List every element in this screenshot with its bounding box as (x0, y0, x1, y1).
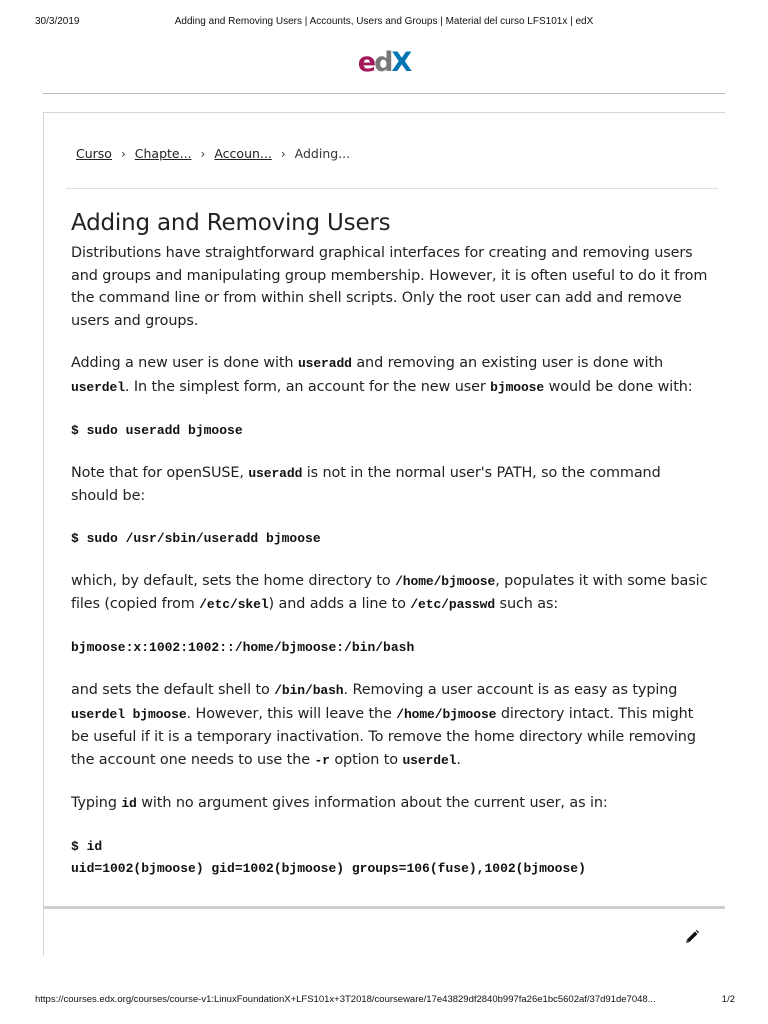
content-bottom-divider (43, 906, 725, 909)
paragraph-home-directory (71, 570, 711, 617)
breadcrumb-chapter[interactable]: Chapte... (134, 146, 192, 161)
code-block-id-output: uid=1002(bjmoose) gid=1002(bjmoose) groups=106(fuse),1002(bjmoose) (71, 860, 586, 876)
text: and removing an existing user is done with (351, 355, 664, 372)
code-etc-skel: /etc/skel (199, 597, 269, 613)
text: . Removing a user account is as easy as typing (343, 681, 678, 698)
text: such as: (495, 596, 559, 613)
code-block-useradd: $ sudo useradd bjmoose (71, 422, 243, 438)
code-block-passwd-line: bjmoose:x:1002:1002::/home/bjmoose:/bin/bash (71, 639, 415, 655)
code-userdel-bjmoose: userdel bjmoose (71, 706, 187, 722)
code-block-sbin-useradd: $ sudo /usr/sbin/useradd bjmoose (71, 530, 321, 546)
text: option to (329, 751, 403, 768)
article (71, 206, 711, 880)
code-home-path: /home/bjmoose (395, 573, 496, 589)
paragraph-intro: Distributions have straightforward graphical interfaces for creating and removing users and groups and manipulating group membership. However, it is often useful to do it from the command line or from within shell scripts. Only the root user can add and remove users and groups. (71, 245, 708, 329)
paragraph-useradd (71, 352, 711, 399)
code-id: id (121, 796, 137, 812)
breadcrumb-section[interactable]: Accoun... (214, 146, 272, 161)
text: . However, this will leave the (186, 705, 397, 722)
print-date: 30/3/2019 (35, 16, 80, 27)
breadcrumb-course[interactable]: Curso (76, 146, 112, 161)
paragraph-userdel (71, 679, 711, 772)
text: , populates it with some basic files (copied from (71, 572, 708, 613)
paragraph-id (71, 792, 711, 816)
header-divider (43, 93, 725, 94)
pencil-icon[interactable] (684, 929, 700, 945)
text: directory intact. This might be useful if it is a temporary inactivation. To remove the home directory while removing the account one needs to use the (71, 705, 696, 768)
logo-d: d (374, 47, 392, 78)
logo-x: X (391, 47, 411, 78)
print-page-number: 1/2 (721, 994, 735, 1005)
text: with no argument gives information about the current user, as in: (136, 795, 608, 812)
text: ) and adds a line to (268, 596, 411, 613)
breadcrumb-current: Adding... (294, 146, 351, 161)
code-useradd: useradd (248, 465, 303, 481)
text: . (456, 751, 461, 768)
text: . In the simplest form, an account for the new user (124, 378, 491, 395)
chevron-right-icon: › (200, 146, 206, 161)
code-useradd: useradd (297, 356, 352, 372)
breadcrumb (76, 146, 350, 161)
print-footer (35, 994, 735, 1008)
code-etc-passwd: /etc/passwd (410, 597, 496, 613)
text: would be done with: (544, 378, 693, 395)
code-userdel: userdel (71, 379, 125, 395)
code-bin-bash: /bin/bash (274, 682, 344, 698)
text: Note that for openSUSE, (71, 464, 249, 481)
chevron-right-icon: › (120, 146, 126, 161)
code-bjmoose: bjmoose (490, 379, 545, 395)
code-block-id-command: $ id (71, 838, 103, 854)
page-title: Adding and Removing Users (71, 210, 391, 236)
code-userdel: userdel (402, 752, 457, 768)
paragraph-opensuse (71, 462, 711, 508)
print-title: Adding and Removing Users | Accounts, Users and Groups | Material del curso LFS101x | edX (174, 16, 594, 27)
logo-e: e (357, 47, 375, 78)
print-header (0, 16, 768, 30)
code-home-path: /home/bjmoose (396, 706, 497, 722)
text: Typing (71, 795, 122, 812)
text: and sets the default shell to (71, 681, 275, 698)
chevron-right-icon: › (280, 146, 286, 161)
code-r-option: -r (314, 752, 330, 768)
text: Adding a new user is done with (71, 355, 298, 372)
edx-logo[interactable] (0, 48, 768, 78)
print-url: https://courses.edx.org/courses/course-v1:LinuxFoundationX+LFS101x+3T2018/courseware/17e43829df2840b997fa26e1bc5602af/37d91de7048... (35, 994, 656, 1005)
text: is not in the normal user's PATH, so the command should be: (71, 464, 661, 505)
text: which, by default, sets the home directory to (71, 572, 396, 589)
breadcrumb-divider (66, 188, 718, 189)
